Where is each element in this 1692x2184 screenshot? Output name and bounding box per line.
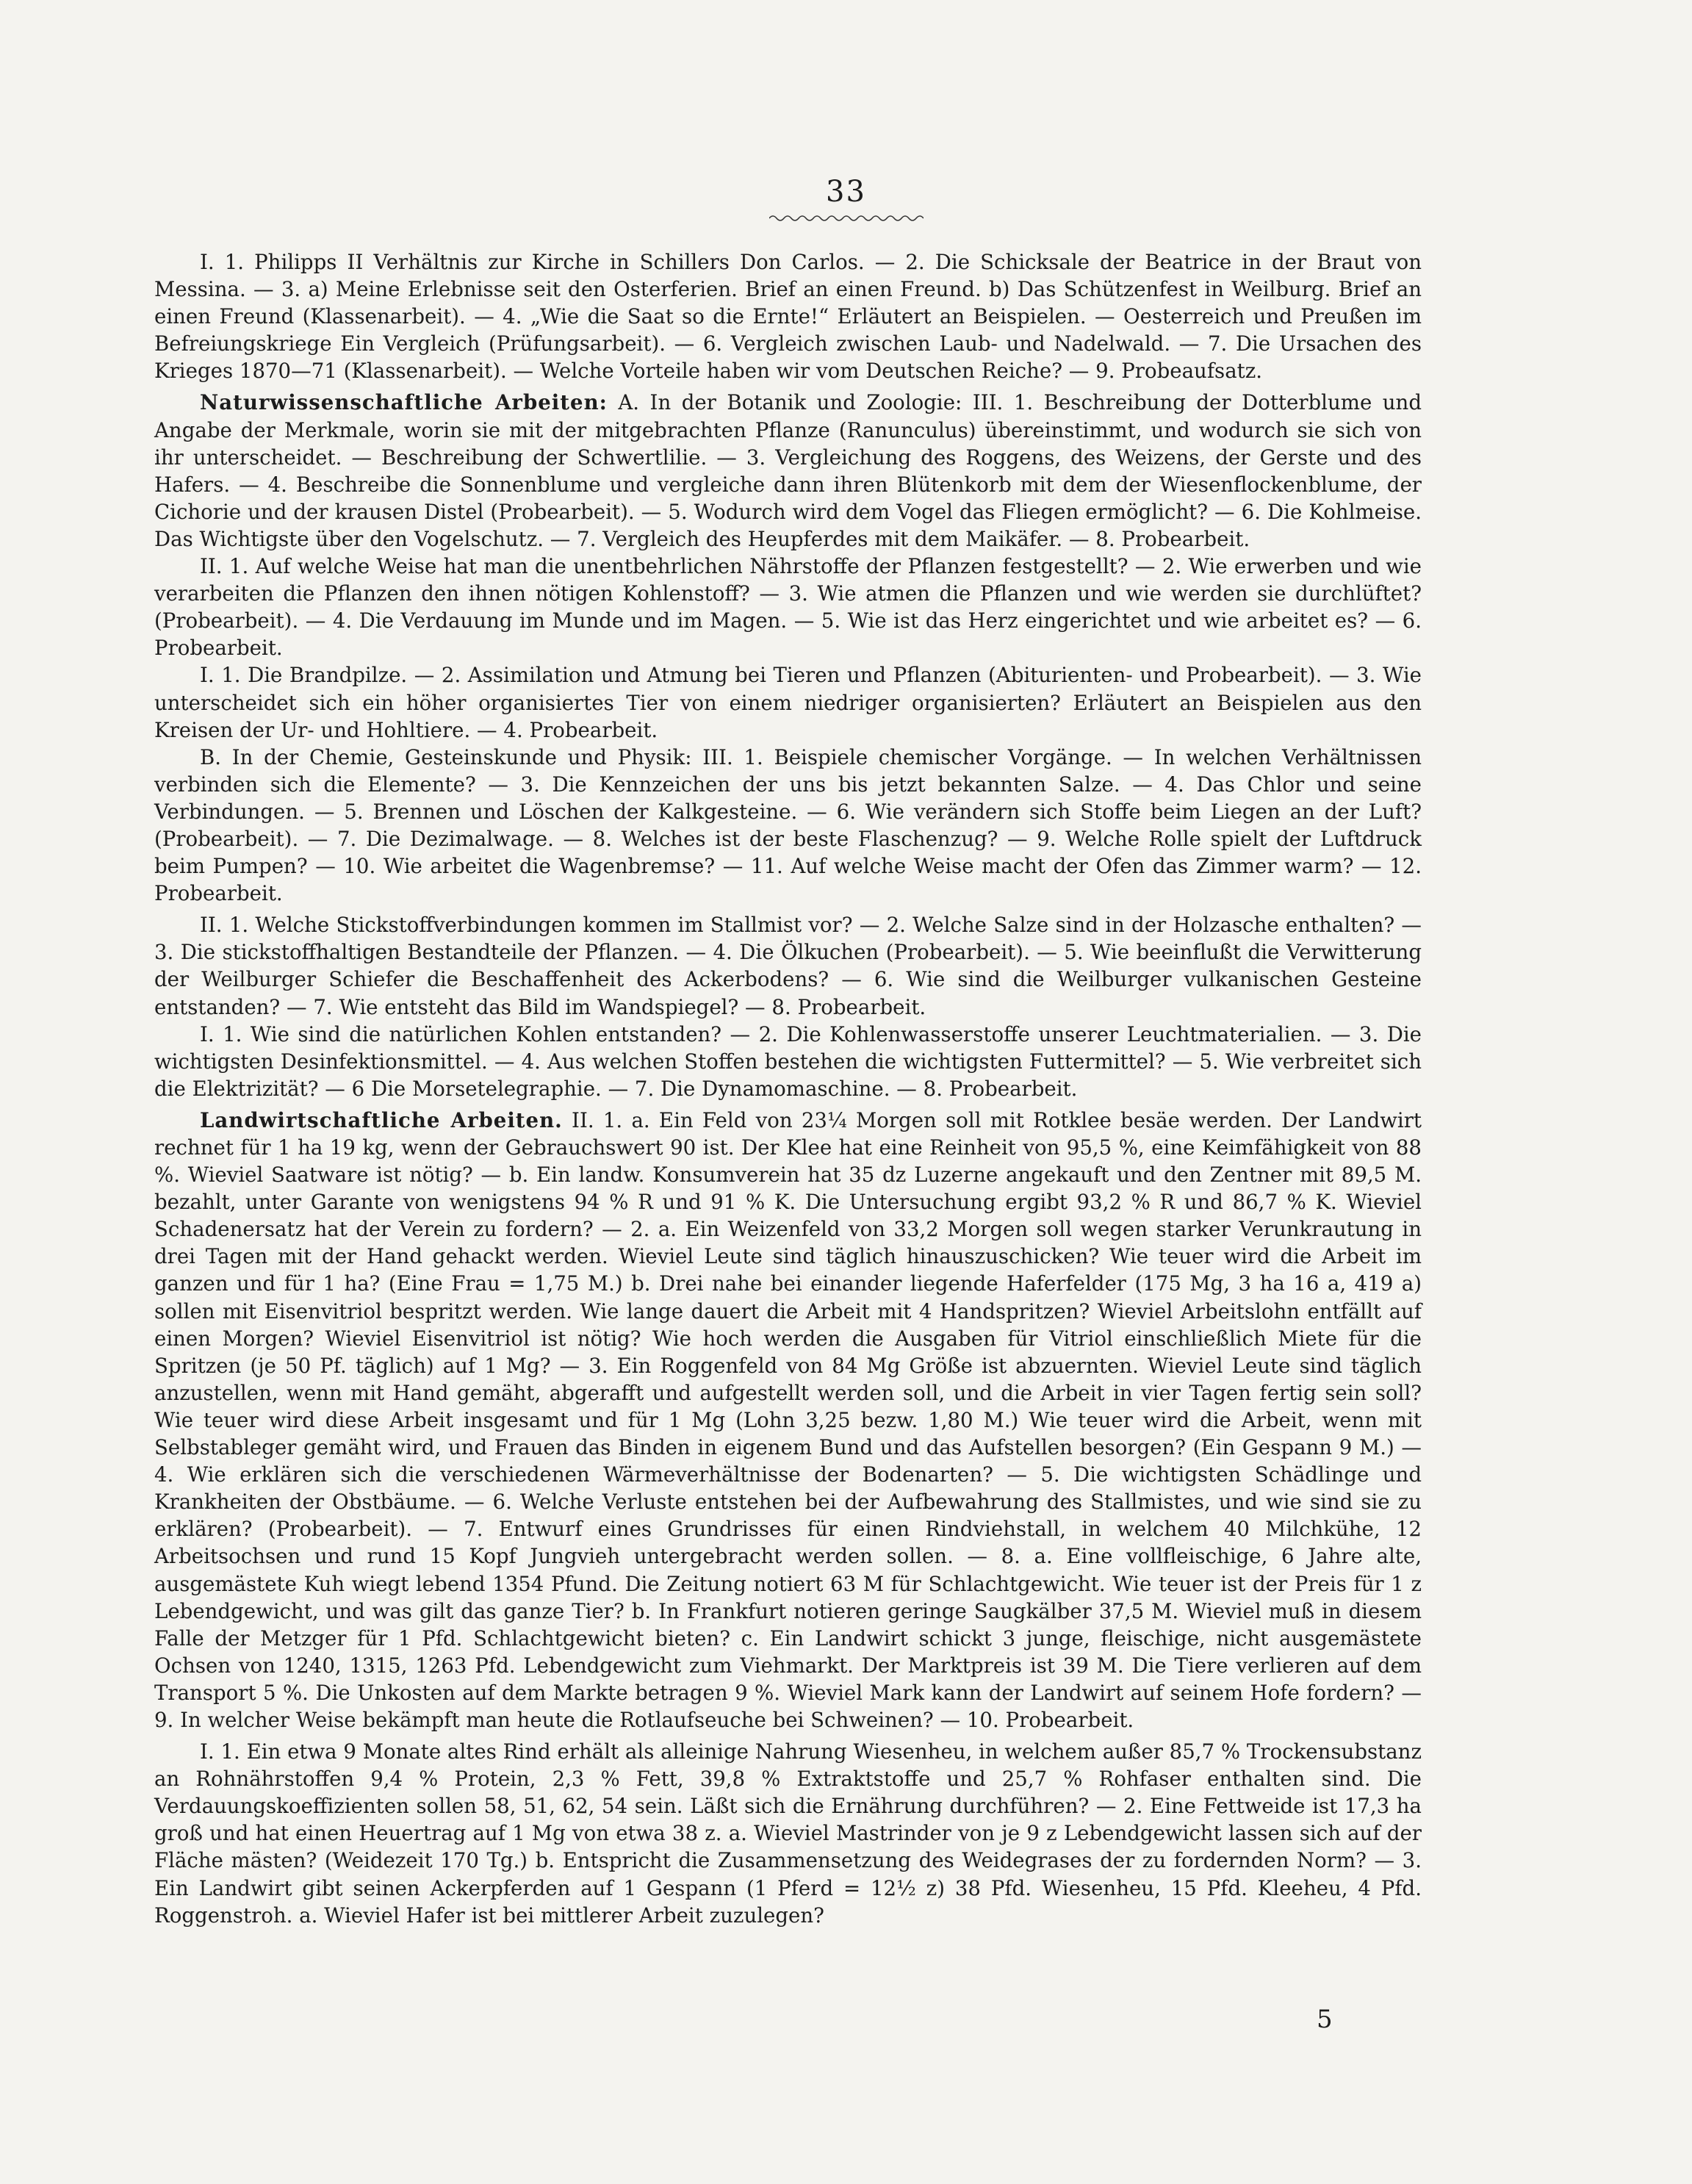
paragraph-deutsch-I: [154, 248, 1422, 384]
signature-mark: 5: [1317, 2005, 1333, 2034]
paragraph-chemie-I: [154, 1021, 1422, 1102]
paragraph-landwirtschaft-II: [154, 1107, 1422, 1734]
paragraph-text: II. 1. Auf welche Weise hat man die unentbehrlichen Nährstoffe der Pflanzen festgestellt? — 2. Wie erwerben und wie verarbeiten die Pflanzen den ihnen nötigen Kohlenstoff? — 3. Wie atmen die Pflanzen und wie werden sie durchlüftet? (Probearbeit). — 4. Die Verdauung im Munde und im Magen. — 5. Wie ist das Herz eingerichtet und wie arbeitet es? — 6. Probearbeit.: [154, 554, 1422, 661]
paragraph-text: A. In der Botanik und Zoologie: III. 1. Beschreibung der Dotterblume und Angabe der Merkmale, worin sie mit der mitgebrachten Pflanze (Ranunculus) übereinstimmt, und wodurch sie sich von ihr unterscheidet. — Beschreibung der Schwertlilie. — 3. Vergleichung des Roggens, des Weizens, der Gerste und des Hafers. — 4. Beschreibe die Sonnenblume und vergleiche dann ihren Blütenkorb mit dem der Wiesenflockenblume, der Cichorie und der krausen Distel (Probearbeit). — 5. Wodurch wird dem Vogel das Fliegen ermöglicht? — 6. Die Kohlmeise. Das Wichtigste über den Vogelschutz. — 7. Vergleich des Heupferdes mit dem Maikäfer. — 8. Probearbeit.: [154, 390, 1422, 551]
paragraph-chemie-III: [154, 744, 1422, 908]
section-heading: Naturwissenschaftliche Arbeiten:: [200, 390, 608, 415]
paragraph-naturwissenschaft-III: [154, 389, 1422, 553]
paragraph-text: B. In der Chemie, Gesteinskunde und Physik: III. 1. Beispiele chemischer Vorgänge. — In welchen Verhältnissen verbinden sich die Elemente? — 3. Die Kennzeichen der uns bis jetzt bekannten Salze. — 4. Das Chlor und seine Verbindungen. — 5. Brennen und Löschen der Kalkgesteine. — 6. Wie verändern sich Stoffe beim Liegen an der Luft? (Probearbeit). — 7. Die Dezimalwage. — 8. Welches ist der beste Flaschenzug? — 9. Welche Rolle spielt der Luftdruck beim Pumpen? — 10. Wie arbeitet die Wagenbremse? — 11. Auf welche Weise macht der Ofen das Zimmer warm? — 12. Probearbeit.: [154, 744, 1422, 906]
body-text: [154, 248, 1422, 1929]
paragraph-chemie-II: [154, 911, 1422, 1020]
section-heading: Landwirtschaftliche Arbeiten.: [200, 1107, 563, 1132]
paragraph-text: I. 1. Wie sind die natürlichen Kohlen entstanden? — 2. Die Kohlenwasserstoffe unserer Leuchtmaterialien. — 3. Die wichtigsten Desinfektionsmittel. — 4. Aus welchen Stoffen bestehen die wichtigsten Futtermittel? — 5. Wie verbreitet sich die Elektrizität? — 6 Die Morsetelegraphie. — 7. Die Dynamomaschine. — 8. Probearbeit.: [154, 1021, 1422, 1101]
paragraph-botanik-I: [154, 661, 1422, 743]
paragraph-text: II. 1. a. Ein Feld von 23¼ Morgen soll mit Rotklee besäe werden. Der Landwirt rechnet für 1 ha 19 kg, wenn der Gebrauchswert 90 ist. Der Klee hat eine Reinheit von 95,5 %, eine Keimfähigkeit von 88 %. Wieviel Saatware ist nötig? — b. Ein landw. Konsumverein hat 35 dz Luzerne angekauft und den Zentner mit 89,5 M. bezahlt, unter Garante von wenigstens 94 % R und 91 % K. Die Untersuchung ergibt 93,2 % R und 86,7 % K. Wieviel Schadenersatz hat der Verein zu fordern? — 2. a. Ein Weizenfeld von 33,2 Morgen soll wegen starker Verunkrautung in drei Tagen mit der Hand gehackt werden. Wieviel Leute sind täglich hinauszuschicken? Wie teuer wird die Arbeit im ganzen und für 1 ha? (Eine Frau = 1,75 M.) b. Drei nahe bei einander liegende Haferfelder (175 Mg, 3 ha 16 a, 419 a) sollen mit Eisenvitriol bespritzt werden. Wie lange dauert die Arbeit mit 4 Handspritzen? Wieviel Arbeitslohn entfällt auf einen Morgen? Wieviel Eisenvitriol ist nötig? Wie hoch werden die Ausgaben für Vitriol einschließlich Miete für die Spritzen (je 50 Pf. täglich) auf 1 Mg? — 3. Ein Roggenfeld von 84 Mg Größe ist abzuernten. Wieviel Leute sind täglich anzustellen, wenn mit Hand gemäht, abgerafft und aufgestellt werden soll, und die Arbeit in vier Tagen fertig sein soll? Wie teuer wird diese Arbeit insgesamt und für 1 Mg (Lohn 3,25 bezw. 1,80 M.) Wie teuer wird die Arbeit, wenn mit Selbstableger gemäht wird, und Frauen das Binden in eigenem Bund und das Aufstellen besorgen? (Ein Gespann 9 M.) — 4. Wie erklären sich die verschiedenen Wärmeverhältnisse der Bodenarten? — 5. Die wichtigsten Schädlinge und Krankheiten der Obstbäume. — 6. Welche Verluste entstehen bei der Aufbewahrung des Stallmistes, und wie sind sie zu erklären? (Probearbeit). — 7. Entwurf eines Grundrisses für einen Rindviehstall, in welchem 40 Milchkühe, 12 Arbeitsochsen und rund 15 Kopf Jungvieh untergebracht werden sollen. — 8. a. Eine vollfleischige, 6 Jahre alte, ausgemästete Kuh wiegt lebend 1354 Pfund. Die Zeitung notiert 63 M für Schlachtgewicht. Wie teuer ist der Preis für 1 z Lebendgewicht, und was gilt das ganze Tier? b. In Frankfurt notieren geringe Saugkälber 37,5 M. Wieviel muß in diesem Falle der Metzger für 1 Pfd. Schlachtgewicht bieten? c. Ein Landwirt schickt 3 junge, fleischige, nicht ausgemästete Ochsen von 1240, 1315, 1263 Pfd. Lebendgewicht zum Viehmarkt. Der Marktpreis ist 39 M. Die Tiere verlieren auf dem Transport 5 %. Die Unkosten auf dem Markte betragen 9 %. Wieviel Mark kann der Landwirt auf seinem Hofe fordern? — 9. In welcher Weise bekämpft man heute die Rotlaufseuche bei Schweinen? — 10. Probearbeit.: [154, 1107, 1422, 1732]
paragraph-botanik-II: [154, 553, 1422, 661]
paragraph-text: I. 1. Ein etwa 9 Monate altes Rind erhält als alleinige Nahrung Wiesenheu, in welchem außer 85,7 % Trockensubstanz an Rohnährstoffen 9,4 % Protein, 2,3 % Fett, 39,8 % Extraktstoffe und 25,7 % Rohfaser enthalten sind. Die Verdauungskoeffizienten sollen 58, 51, 62, 54 sein. Läßt sich die Ernährung durchführen? — 2. Eine Fettweide ist 17,3 ha groß und hat einen Heuertrag auf 1 Mg von etwa 38 z. a. Wieviel Mastrinder von je 9 z Lebendgewicht lassen sich auf der Fläche mästen? (Weidezeit 170 Tg.) b. Entspricht die Zusammensetzung des Weidegrases der zu fordernden Norm? — 3. Ein Landwirt gibt seinen Ackerpferden auf 1 Gespann (1 Pferd = 12½ z) 38 Pfd. Wiesenheu, 15 Pfd. Kleeheu, 4 Pfd. Roggenstroh. a. Wieviel Hafer ist bei mittlerer Arbeit zuzulegen?: [154, 1739, 1422, 1928]
paragraph-text: I. 1. Philipps II Verhältnis zur Kirche in Schillers Don Carlos. — 2. Die Schicksale der Beatrice in der Braut von Messina. — 3. a) Meine Erlebnisse seit den Osterferien. Brief an einen Freund. b) Das Schützenfest in Weilburg. Brief an einen Freund (Klassenarbeit). — 4. „Wie die Saat so die Ernte!“ Erläutert an Beispielen. — Oesterreich und Preußen im Befreiungskriege Ein Vergleich (Prüfungsarbeit). — 6. Vergleich zwischen Laub- und Nadelwald. — 7. Die Ursachen des Krieges 1870—71 (Klassenarbeit). — Welche Vorteile haben wir vom Deutschen Reiche? — 9. Probeaufsatz.: [154, 250, 1422, 384]
page-number: 33: [826, 175, 866, 209]
decorative-rule: [769, 213, 924, 223]
paragraph-landwirtschaft-I: [154, 1738, 1422, 1929]
paragraph-text: II. 1. Welche Stickstoffverbindungen kommen im Stallmist vor? — 2. Welche Salze sind in der Holzasche enthalten? — 3. Die stickstoffhaltigen Bestandteile der Pflanzen. — 4. Die Ölkuchen (Probearbeit). — 5. Wie beeinflußt die Verwitterung der Weilburger Schiefer die Beschaffenheit des Ackerbodens? — 6. Wie sind die Weilburger vulkanischen Gesteine entstanden? — 7. Wie entsteht das Bild im Wandspiegel? — 8. Probearbeit.: [154, 913, 1422, 1019]
paragraph-text: I. 1. Die Brandpilze. — 2. Assimilation und Atmung bei Tieren und Pflanzen (Abiturienten- und Probearbeit). — 3. Wie unterscheidet sich ein höher organisiertes Tier von einem niedriger organisierten? Erläutert an Beispielen aus den Kreisen der Ur- und Hohltiere. — 4. Probearbeit.: [154, 663, 1422, 742]
